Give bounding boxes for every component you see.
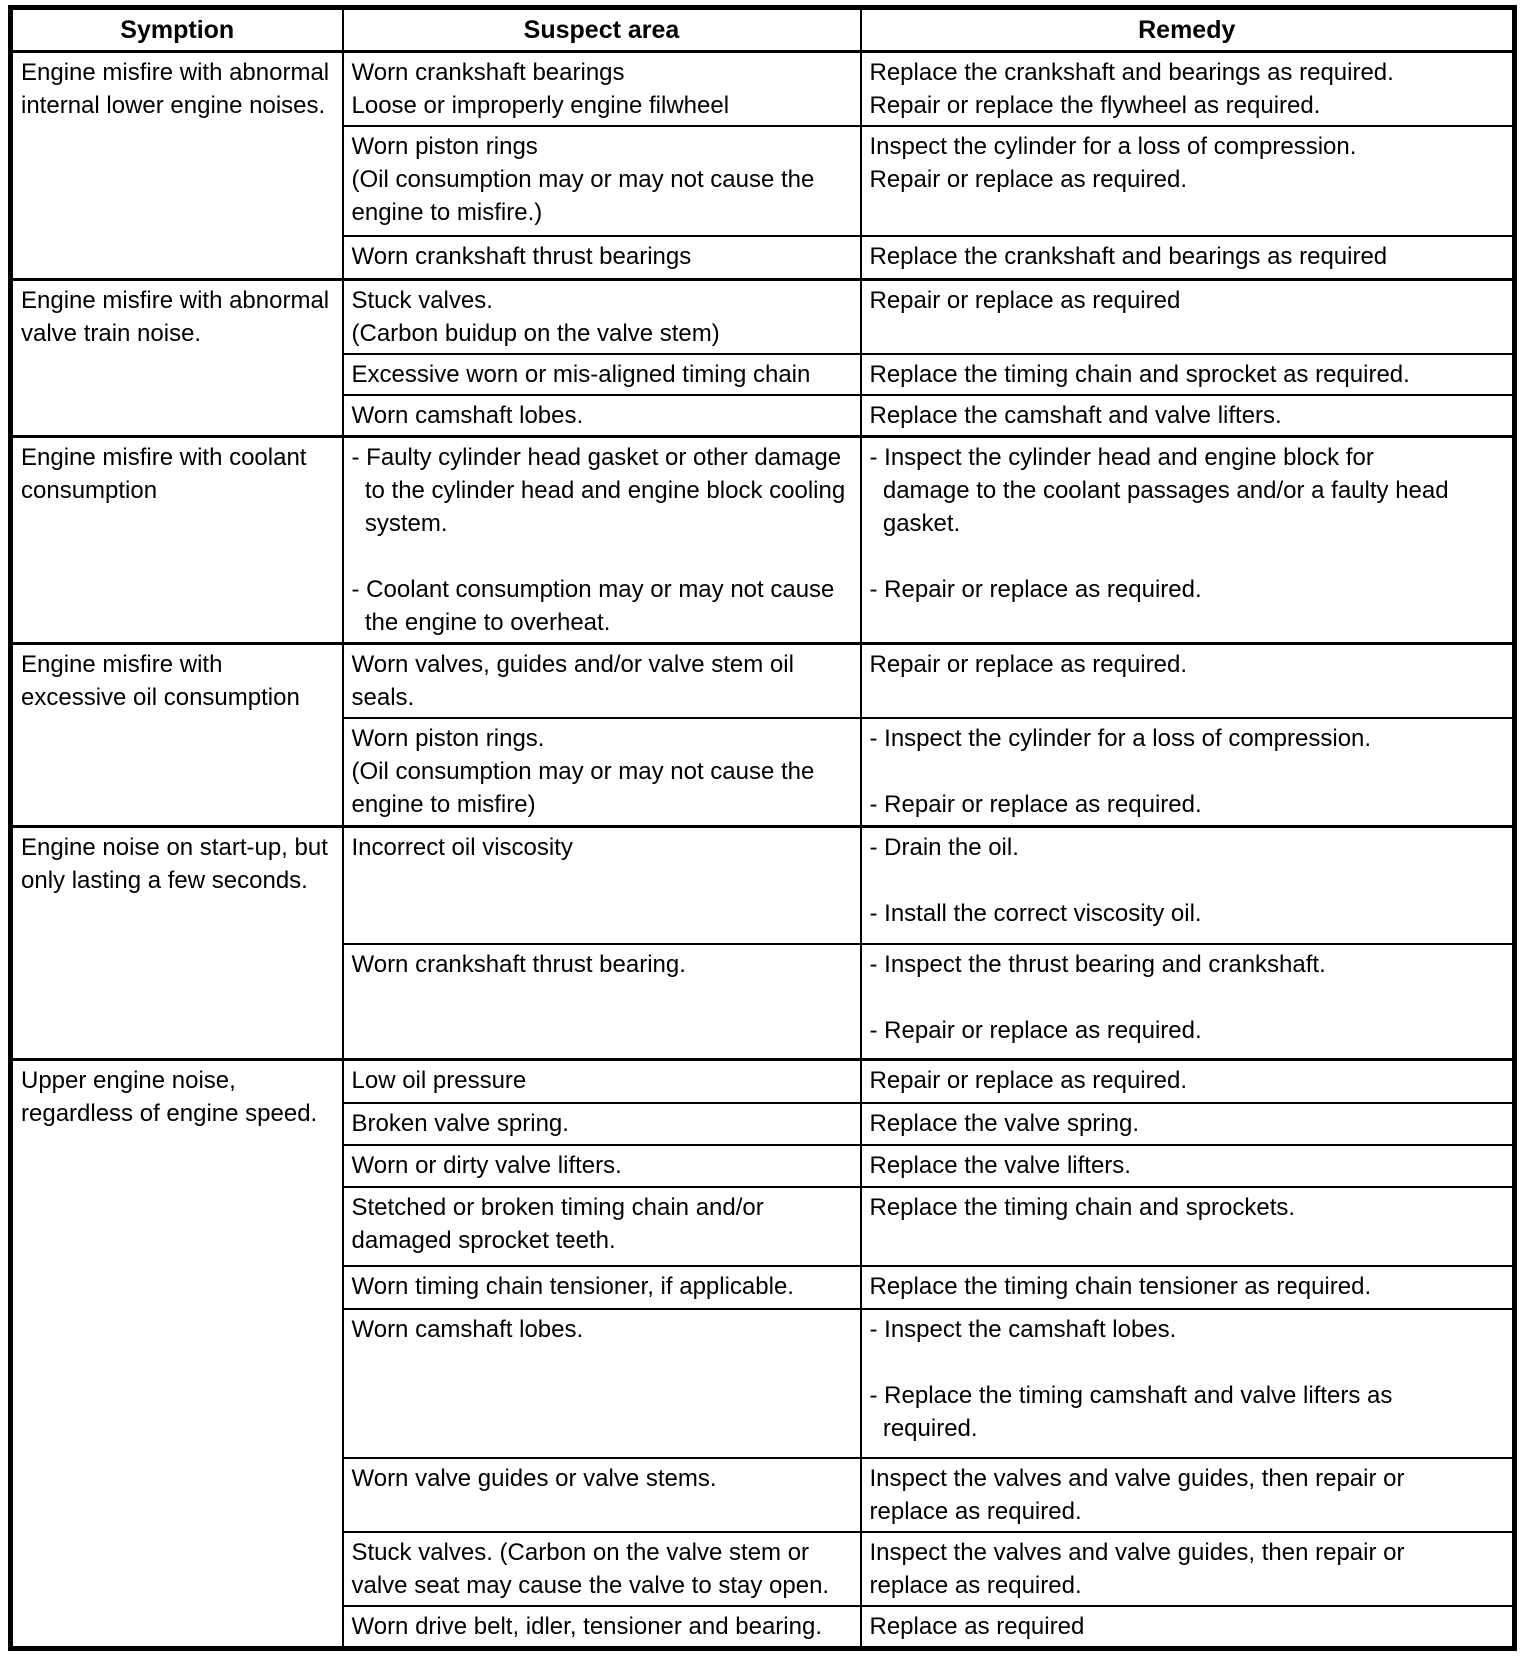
symptom-cell: [11, 437, 343, 644]
header-cell-symptom: Symption: [11, 8, 343, 52]
cell-line: Worn or dirty valve lifters.: [351, 1152, 622, 1179]
cell-line: - Inspect the thrust bearing and crankshaft.: [869, 951, 1326, 978]
suspect-area-cell: [343, 52, 861, 127]
cell-line: Engine misfire with coolant: [21, 444, 307, 471]
cell-line: required.: [869, 1415, 978, 1442]
cell-line: Repair or replace as required.: [869, 166, 1187, 193]
table-row: [11, 279, 1515, 354]
symptom-cell: [11, 644, 343, 827]
suspect-area-cell: [343, 1532, 861, 1606]
cell-line: Worn timing chain tensioner, if applicable.: [351, 1273, 794, 1300]
cell-line: Engine noise on start-up, but: [21, 833, 328, 861]
cell-line: Replace the valve lifters.: [869, 1152, 1131, 1179]
cell-line: Inspect the valves and valve guides, then repair or: [869, 1465, 1405, 1492]
cell-line: - Repair or replace as required.: [869, 576, 1202, 603]
cell-line: Repair or replace as required.: [869, 651, 1187, 678]
remedy-cell: [861, 437, 1515, 644]
table-body: [11, 52, 1515, 1649]
remedy-cell: [861, 1145, 1515, 1187]
suspect-area-cell: [343, 1309, 861, 1458]
cell-line: (Oil consumption may or may not cause the: [351, 758, 815, 785]
cell-line: - Inspect the cylinder head and engine block for: [869, 444, 1374, 471]
symptom-cell: [11, 52, 343, 280]
cell-line: Replace the crankshaft and bearings as required.: [869, 59, 1394, 86]
cell-line: system.: [351, 510, 448, 537]
suspect-area-cell: [343, 437, 861, 644]
suspect-area-cell: [343, 1187, 861, 1266]
cell-line: - Repair or replace as required.: [869, 791, 1202, 818]
troubleshooting-table: [8, 5, 1517, 1651]
cell-line: internal lower engine noises.: [21, 92, 326, 119]
cell-blank-line: [352, 540, 854, 573]
cell-line: Low oil pressure: [351, 1066, 527, 1094]
suspect-area-cell: [343, 644, 861, 719]
remedy-cell: [861, 1606, 1515, 1649]
cell-line: Inspect the valves and valve guides, then repair or: [869, 1539, 1405, 1566]
symptom-cell: [11, 826, 343, 1059]
cell-line: - Replace the timing camshaft and valve lifters as: [869, 1382, 1393, 1409]
remedy-cell: [861, 718, 1515, 826]
remedy-cell: [861, 126, 1515, 236]
cell-line: Replace the camshaft and valve lifters.: [869, 402, 1282, 429]
suspect-area-cell: [343, 1458, 861, 1532]
cell-line: Engine misfire with abnormal: [21, 59, 330, 86]
suspect-area-cell: [343, 126, 861, 236]
cell-line: damage to the coolant passages and/or a faulty head: [869, 477, 1449, 504]
remedy-cell: [861, 1458, 1515, 1532]
cell-line: Repair or replace as required: [869, 286, 1181, 314]
remedy-cell: [861, 1103, 1515, 1145]
cell-line: - Inspect the camshaft lobes.: [869, 1316, 1177, 1343]
cell-line: only lasting a few seconds.: [21, 866, 308, 894]
cell-line: damaged sprocket teeth.: [351, 1227, 616, 1254]
suspect-area-cell: [343, 1145, 861, 1187]
cell-line: Repair or replace as required.: [869, 1066, 1187, 1094]
cell-line: Worn camshaft lobes.: [351, 402, 584, 429]
table-row: [11, 437, 1515, 644]
table-row: [11, 52, 1515, 127]
cell-line: Replace the timing chain and sprocket as required.: [869, 361, 1410, 388]
remedy-cell: [861, 279, 1515, 354]
cell-line: regardless of engine speed.: [21, 1099, 318, 1127]
suspect-area-cell: [343, 944, 861, 1059]
cell-line: Worn camshaft lobes.: [351, 1316, 584, 1343]
cell-line: Upper engine noise,: [21, 1066, 236, 1094]
cell-line: excessive oil consumption: [21, 684, 300, 711]
cell-line: Broken valve spring.: [351, 1110, 569, 1137]
cell-line: Worn drive belt, idler, tensioner and bearing.: [351, 1613, 822, 1640]
remedy-cell: [861, 354, 1515, 395]
cell-line: seals.: [351, 684, 415, 711]
suspect-area-cell: [343, 1103, 861, 1145]
cell-line: Worn piston rings.: [351, 725, 545, 752]
table-row: [11, 1059, 1515, 1103]
cell-line: - Repair or replace as required.: [869, 1017, 1202, 1044]
cell-line: Replace the valve spring.: [869, 1110, 1139, 1137]
cell-line: - Coolant consumption may or may not cause: [351, 576, 835, 603]
cell-line: Worn valve guides or valve stems.: [351, 1465, 717, 1492]
table-row: [11, 644, 1515, 719]
remedy-cell: [861, 644, 1515, 719]
cell-line: Replace the timing chain and sprockets.: [869, 1194, 1296, 1221]
remedy-cell: [861, 52, 1515, 127]
remedy-cell: [861, 1266, 1515, 1309]
cell-blank-line: [870, 981, 1507, 1014]
cell-line: Replace the timing chain tensioner as required.: [869, 1273, 1372, 1300]
header-cell-suspect-area: Suspect area: [343, 8, 861, 52]
suspect-area-cell: [343, 1606, 861, 1649]
cell-line: engine to misfire.): [351, 199, 543, 226]
suspect-area-cell: [343, 354, 861, 395]
cell-line: the engine to overheat.: [351, 609, 611, 636]
cell-line: - Faulty cylinder head gasket or other damage: [351, 444, 842, 471]
cell-line: Engine misfire with: [21, 651, 223, 678]
suspect-area-cell: [343, 279, 861, 354]
remedy-cell: [861, 1309, 1515, 1458]
cell-line: (Oil consumption may or may not cause the: [351, 166, 815, 193]
cell-blank-line: [870, 540, 1507, 573]
cell-line: consumption: [21, 477, 158, 504]
cell-blank-line: [870, 1346, 1507, 1379]
cell-line: Loose or improperly engine filwheel: [351, 92, 730, 119]
cell-line: Worn crankshaft thrust bearing.: [351, 951, 686, 978]
cell-line: Stetched or broken timing chain and/or: [351, 1194, 764, 1221]
remedy-cell: [861, 826, 1515, 944]
remedy-cell: [861, 236, 1515, 279]
remedy-cell: [861, 1187, 1515, 1266]
cell-blank-line: [870, 864, 1507, 897]
symptom-cell: [11, 1059, 343, 1649]
cell-line: replace as required.: [869, 1498, 1082, 1525]
remedy-cell: [861, 395, 1515, 437]
cell-line: engine to misfire): [351, 791, 536, 818]
table-row: [11, 826, 1515, 944]
cell-line: Worn crankshaft bearings: [351, 59, 625, 86]
suspect-area-cell: [343, 1059, 861, 1103]
cell-line: to the cylinder head and engine block cooling: [351, 477, 846, 504]
header-cell-remedy: Remedy: [861, 8, 1515, 52]
header-row: [11, 8, 1515, 52]
cell-line: - Install the correct viscosity oil.: [869, 899, 1202, 927]
cell-line: Incorrect oil viscosity: [351, 833, 573, 861]
suspect-area-cell: [343, 1266, 861, 1309]
remedy-cell: [861, 944, 1515, 1059]
cell-line: Excessive worn or mis-aligned timing chain: [351, 361, 811, 388]
cell-line: - Inspect the cylinder for a loss of compression.: [869, 725, 1372, 752]
remedy-cell: [861, 1532, 1515, 1606]
suspect-area-cell: [343, 826, 861, 944]
cell-line: Stuck valves.: [351, 286, 493, 314]
cell-line: - Drain the oil.: [869, 833, 1019, 861]
suspect-area-cell: [343, 395, 861, 437]
cell-line: Worn valves, guides and/or valve stem oil: [351, 651, 794, 678]
cell-line: gasket.: [869, 510, 961, 537]
cell-line: (Carbon buidup on the valve stem): [351, 319, 720, 347]
remedy-cell: [861, 1059, 1515, 1103]
cell-line: Engine misfire with abnormal: [21, 286, 330, 314]
cell-line: Replace as required: [869, 1613, 1085, 1640]
cell-line: valve seat may cause the valve to stay open.: [351, 1572, 830, 1599]
cell-blank-line: [870, 755, 1507, 788]
suspect-area-cell: [343, 718, 861, 826]
cell-line: Repair or replace the flywheel as required.: [869, 92, 1321, 119]
cell-line: Inspect the cylinder for a loss of compression.: [869, 133, 1357, 160]
cell-line: Replace the crankshaft and bearings as required: [869, 243, 1388, 270]
cell-line: Stuck valves. (Carbon on the valve stem or: [351, 1539, 810, 1566]
cell-line: Worn piston rings: [351, 133, 538, 160]
cell-line: replace as required.: [869, 1572, 1082, 1599]
suspect-area-cell: [343, 236, 861, 279]
cell-line: valve train noise.: [21, 319, 202, 347]
cell-line: Worn crankshaft thrust bearings: [351, 243, 692, 270]
symptom-cell: [11, 279, 343, 437]
